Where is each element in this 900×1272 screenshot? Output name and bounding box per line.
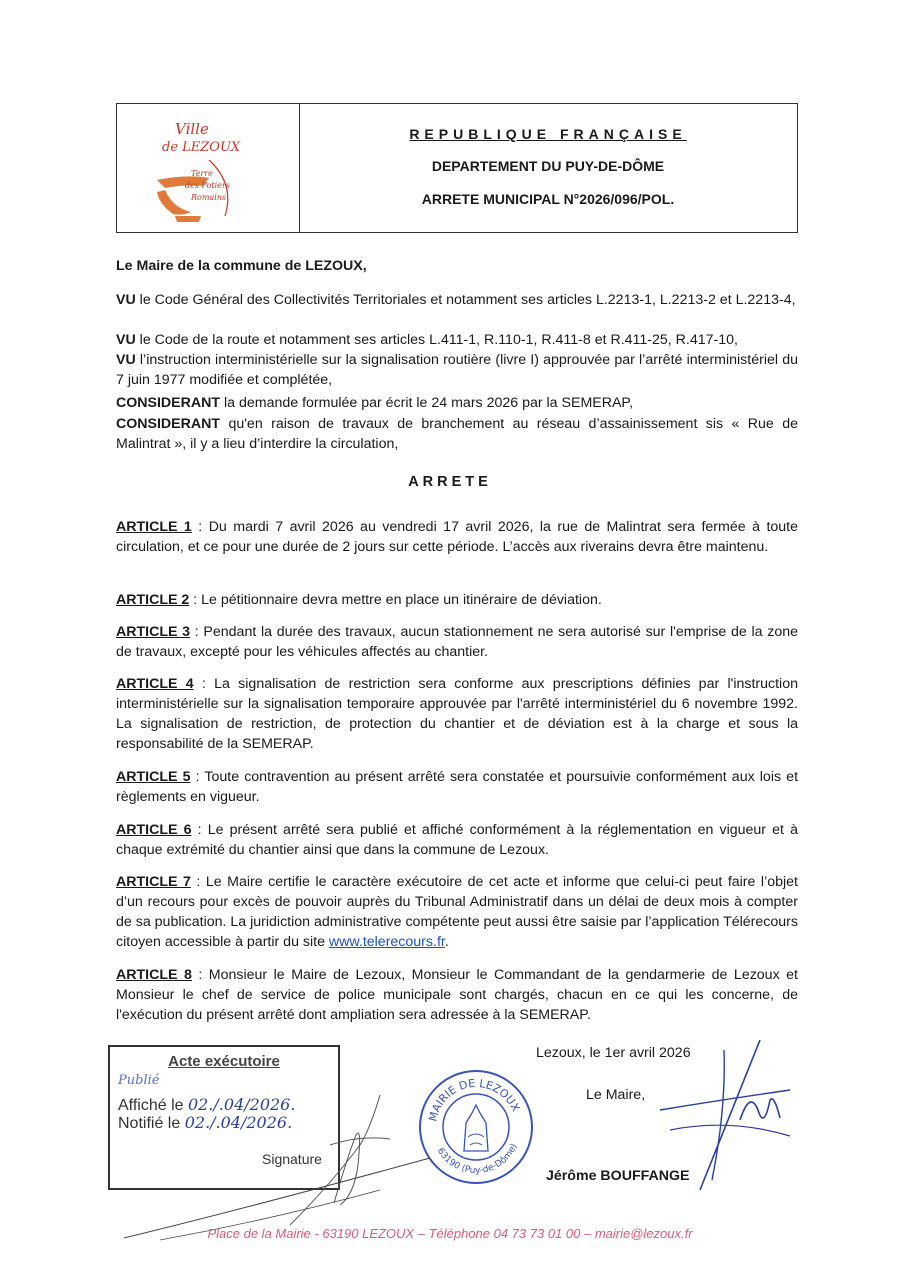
notifie-date-handwritten: 02./.04/2026. — [184, 1113, 293, 1132]
article-2 — [116, 590, 798, 610]
place-date: Lezoux, le 1er avril 2026 — [536, 1045, 691, 1061]
vu-keyword: VU — [116, 352, 136, 368]
considerant-text: la demande formulée par écrit le 24 mars 2026 par la SEMERAP, — [220, 395, 634, 411]
republic-heading: REPUBLIQUE FRANÇAISE — [409, 126, 687, 142]
logo-tagline2: des Potiers — [185, 181, 230, 190]
telerecours-link[interactable]: www.telerecours.fr — [328, 934, 445, 950]
vu-keyword: VU — [116, 292, 136, 308]
vu-keyword: VU — [116, 332, 136, 348]
stamp-title: Acte exécutoire — [168, 1053, 280, 1070]
logo-line2: de LEZOUX — [162, 140, 241, 155]
article-label: ARTICLE 2 — [116, 592, 190, 608]
notifie-label: Notifié le — [118, 1115, 185, 1132]
considerant-keyword: CONSIDERANT — [116, 395, 221, 411]
decree-number: ARRETE MUNICIPAL N°2026/096/POL. — [421, 191, 675, 207]
article-text: : Toute contravention au présent arrêté sera constatée et poursuivie conformément aux lois et règlements en vigueur. — [116, 769, 799, 805]
vu-text: le Code de la route et notamment ses articles L.411-1, R.110-1, R.411-8 et R.411-25, R.417-10, — [135, 332, 738, 348]
article-3 — [116, 622, 798, 662]
vu-text: l’instruction interministérielle sur la signalisation routière (livre I) approuvée par l’arrêté interministériel du 7 juin 1977 modifiée et complétée, — [116, 352, 798, 388]
article-label: ARTICLE 1 — [116, 519, 192, 535]
considerant-demande — [116, 393, 798, 413]
considerant-text: qu'en raison de travaux de branchement au réseau d’assainissement sis « Rue de Malintrat », il y a lieu d’interdire la circulation, — [116, 416, 798, 452]
footer-contact: Place de la Mairie - 63190 LEZOUX – Téléphone 04 73 73 01 00 – mairie@lezoux.fr — [207, 1226, 693, 1241]
considerant-travaux — [116, 414, 798, 454]
vu-collectivites — [116, 290, 798, 310]
town-logo — [117, 104, 300, 232]
article-text-end: . — [444, 934, 449, 950]
affiche-label: Affiché le — [118, 1097, 188, 1114]
affiche-date-handwritten: 02./.04/2026. — [187, 1095, 296, 1114]
article-1 — [116, 517, 798, 557]
logo-tagline1: Terre — [191, 169, 213, 178]
article-text: : La signalisation de restriction sera conforme aux prescriptions définies par l'instruction interministérielle sur la signalisation temporaire approuvée par l'arrêté interministériel du 6 novembre 1992. La signalisation de restriction, de protection du chantier et de déviation est à la charge et sous la responsabilité de la SEMERAP. — [116, 676, 798, 752]
vu-instruction — [116, 350, 798, 390]
article-label: ARTICLE 7 — [116, 874, 191, 890]
mayor-line: Le Maire de la commune de LEZOUX, — [116, 258, 367, 274]
article-8 — [116, 965, 798, 1025]
header-box — [116, 103, 798, 233]
considerant-keyword: CONSIDERANT — [116, 416, 221, 432]
article-text: : Du mardi 7 avril 2026 au vendredi 17 avril 2026, la rue de Malintrat sera fermée à toute circulation, et ce pour une durée de 2 jours sur cette période. L’accès aux riverains devra être maintenu. — [116, 519, 798, 555]
article-5 — [116, 767, 798, 807]
stamp-published-handwritten: Publié — [118, 1073, 160, 1088]
stamp-affiche-line — [118, 1095, 295, 1115]
article-text: : Le présent arrêté sera publié et affiché conformément à la réglementation en vigueur et à chaque extrémité du chantier ainsi que dans la commune de Lezoux. — [116, 822, 798, 858]
article-label: ARTICLE 3 — [116, 624, 191, 640]
article-text: : Le pétitionnaire devra mettre en place un itinéraire de déviation. — [189, 592, 602, 608]
header-titles — [299, 104, 797, 232]
article-label: ARTICLE 6 — [116, 822, 192, 838]
article-text: : Monsieur le Maire de Lezoux, Monsieur le Commandant de la gendarmerie de Lezoux et Monsieur le chef de service de police municipale sont chargés, chacun en ce qui les concerne, de l'exécution du présent arrêté dont ampliation sera adressée à la SEMERAP. — [116, 967, 799, 1023]
stamp-notifie-line — [118, 1113, 292, 1133]
article-6 — [116, 820, 798, 860]
article-text: : Le Maire certifie le caractère exécutoire de cet acte et informe que celui-ci peut faire l’objet d’un recours pour excès de pouvoir auprès du Tribunal Administratif dans un délai de deux mois à compter de sa publication. La juridiction administrative compétente peut aussi être saisie par l’application Télérecours citoyen accessible à partir du site — [116, 874, 798, 950]
article-text: : Pendant la durée des travaux, aucun stationnement ne sera autorisé sur l'emprise de la zone de travaux, excepté pour les véhicules affectés au chantier. — [116, 624, 798, 660]
mayor-role: Le Maire, — [586, 1087, 646, 1103]
article-7 — [116, 872, 798, 952]
logo-line1: Ville — [175, 120, 209, 138]
seal-bottom-text: 63190 (Puy-de-Dôme) — [434, 1142, 520, 1177]
vu-text: le Code Général des Collectivités Territoriales et notamment ses articles L.2213-1, L.2213-2 et L.2213-4, — [135, 292, 796, 308]
article-label: ARTICLE 5 — [116, 769, 191, 785]
article-label: ARTICLE 8 — [116, 967, 192, 983]
seal-top-text: MAIRIE DE LEZOUX — [426, 1076, 523, 1123]
mayor-signature-icon — [640, 1040, 800, 1200]
mayor-name: Jérôme BOUFFANGE — [546, 1168, 690, 1184]
vu-code-route — [116, 330, 798, 350]
logo-tagline3: Romains — [191, 193, 227, 202]
article-label: ARTICLE 4 — [116, 676, 194, 692]
article-4 — [116, 674, 798, 754]
stamp-signature-label: Signature — [262, 1151, 322, 1167]
arrete-heading: ARRETE — [408, 474, 492, 490]
pottery-logo-icon — [117, 104, 299, 232]
department-heading: DEPARTEMENT DU PUY-DE-DÔME — [431, 158, 665, 174]
